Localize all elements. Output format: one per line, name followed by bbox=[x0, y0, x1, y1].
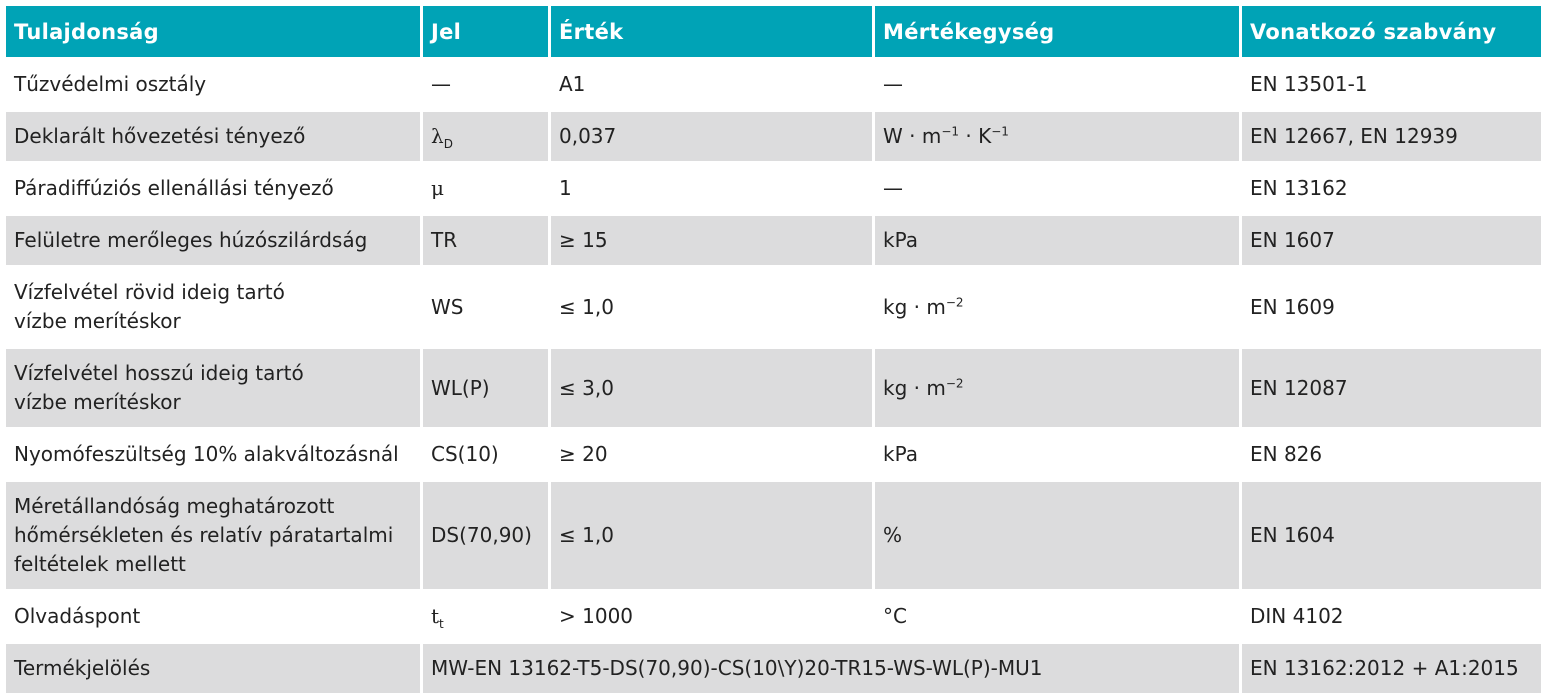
unit-exponent: −1 bbox=[941, 124, 960, 139]
header-property: Tulajdonság bbox=[6, 6, 420, 57]
cell-unit bbox=[875, 268, 1239, 346]
cell-unit: % bbox=[875, 482, 1239, 589]
table-row bbox=[6, 60, 1541, 109]
table-row bbox=[6, 644, 1541, 693]
cell-property: Nyomófeszültség 10% alakváltozásnál bbox=[6, 430, 420, 479]
cell-property bbox=[6, 268, 420, 346]
cell-value: > 1000 bbox=[551, 592, 872, 641]
cell-property: Deklarált hővezetési tényező bbox=[6, 112, 420, 161]
property-line: Vízfelvétel hosszú ideig tartó bbox=[14, 361, 304, 385]
unit-exponent: −1 bbox=[991, 124, 1009, 139]
cell-value: ≥ 20 bbox=[551, 430, 872, 479]
cell-property bbox=[6, 482, 420, 589]
cell-property: Tűzvédelmi osztály bbox=[6, 60, 420, 109]
property-line: Méretállandóság meghatározott bbox=[14, 494, 335, 518]
table-row bbox=[6, 112, 1541, 161]
properties-table bbox=[3, 3, 1543, 696]
cell-value: ≥ 15 bbox=[551, 216, 872, 265]
unit-part: W · m bbox=[883, 124, 942, 148]
cell-designation: MW-EN 13162-T5-DS(70,90)-CS(10\Y)20-TR15-WS-WL(P)-MU1 bbox=[423, 644, 1239, 693]
lambda-symbol: λ bbox=[431, 124, 444, 148]
cell-value: A1 bbox=[551, 60, 872, 109]
cell-standard: EN 1607 bbox=[1242, 216, 1541, 265]
cell-unit: °C bbox=[875, 592, 1239, 641]
table-row bbox=[6, 164, 1541, 213]
table-row bbox=[6, 268, 1541, 346]
table-row bbox=[6, 430, 1541, 479]
table-row bbox=[6, 349, 1541, 427]
cell-standard: EN 13162 bbox=[1242, 164, 1541, 213]
cell-symbol: μ bbox=[423, 164, 548, 213]
cell-symbol bbox=[423, 592, 548, 641]
header-symbol: Jel bbox=[423, 6, 548, 57]
cell-standard: EN 826 bbox=[1242, 430, 1541, 479]
cell-standard: EN 1609 bbox=[1242, 268, 1541, 346]
cell-property: Olvadáspont bbox=[6, 592, 420, 641]
header-value: Érték bbox=[551, 6, 872, 57]
cell-property: Felületre merőleges húzószilárdság bbox=[6, 216, 420, 265]
cell-symbol: CS(10) bbox=[423, 430, 548, 479]
table-row bbox=[6, 482, 1541, 589]
cell-standard: EN 12087 bbox=[1242, 349, 1541, 427]
cell-value: 1 bbox=[551, 164, 872, 213]
unit-exponent: −2 bbox=[945, 294, 964, 309]
cell-symbol: WS bbox=[423, 268, 548, 346]
cell-standard: EN 13501-1 bbox=[1242, 60, 1541, 109]
cell-symbol: TR bbox=[423, 216, 548, 265]
cell-symbol: — bbox=[423, 60, 548, 109]
cell-value: ≤ 1,0 bbox=[551, 268, 872, 346]
unit-part: · K bbox=[959, 124, 992, 148]
table-row bbox=[6, 216, 1541, 265]
cell-unit: kPa bbox=[875, 216, 1239, 265]
table-header-row bbox=[6, 6, 1541, 57]
cell-value: ≤ 1,0 bbox=[551, 482, 872, 589]
cell-property: Termékjelölés bbox=[6, 644, 420, 693]
cell-property bbox=[6, 349, 420, 427]
unit-part: kg · m bbox=[883, 375, 946, 400]
cell-standard: DIN 4102 bbox=[1242, 592, 1541, 641]
symbol-subscript: t bbox=[439, 617, 444, 631]
properties-table-container bbox=[6, 6, 1538, 696]
cell-standard: EN 13162:2012 + A1:2015 bbox=[1242, 644, 1541, 693]
cell-symbol bbox=[423, 112, 548, 161]
property-line: hőmérsékleten és relatív páratartalmi bbox=[14, 523, 394, 547]
cell-standard: EN 1604 bbox=[1242, 482, 1541, 589]
cell-unit: — bbox=[875, 164, 1239, 213]
unit-part: kg · m bbox=[883, 294, 946, 319]
cell-unit: kPa bbox=[875, 430, 1239, 479]
symbol-subscript: D bbox=[443, 137, 453, 151]
cell-unit bbox=[875, 349, 1239, 427]
header-unit: Mértékegység bbox=[875, 6, 1239, 57]
cell-symbol: DS(70,90) bbox=[423, 482, 548, 589]
property-line: vízbe merítéskor bbox=[14, 309, 181, 333]
table-row bbox=[6, 592, 1541, 641]
property-line: Vízfelvétel rövid ideig tartó bbox=[14, 280, 285, 304]
symbol-main: t bbox=[431, 604, 440, 628]
unit-exponent: −2 bbox=[945, 375, 964, 390]
cell-standard: EN 12667, EN 12939 bbox=[1242, 112, 1541, 161]
property-line: feltételek mellett bbox=[14, 552, 186, 576]
cell-property: Páradiffúziós ellenállási tényező bbox=[6, 164, 420, 213]
cell-unit: — bbox=[875, 60, 1239, 109]
cell-value: ≤ 3,0 bbox=[551, 349, 872, 427]
header-standard: Vonatkozó szabvány bbox=[1242, 6, 1541, 57]
cell-symbol: WL(P) bbox=[423, 349, 548, 427]
cell-unit bbox=[875, 112, 1239, 161]
property-line: vízbe merítéskor bbox=[14, 390, 181, 414]
cell-value: 0,037 bbox=[551, 112, 872, 161]
